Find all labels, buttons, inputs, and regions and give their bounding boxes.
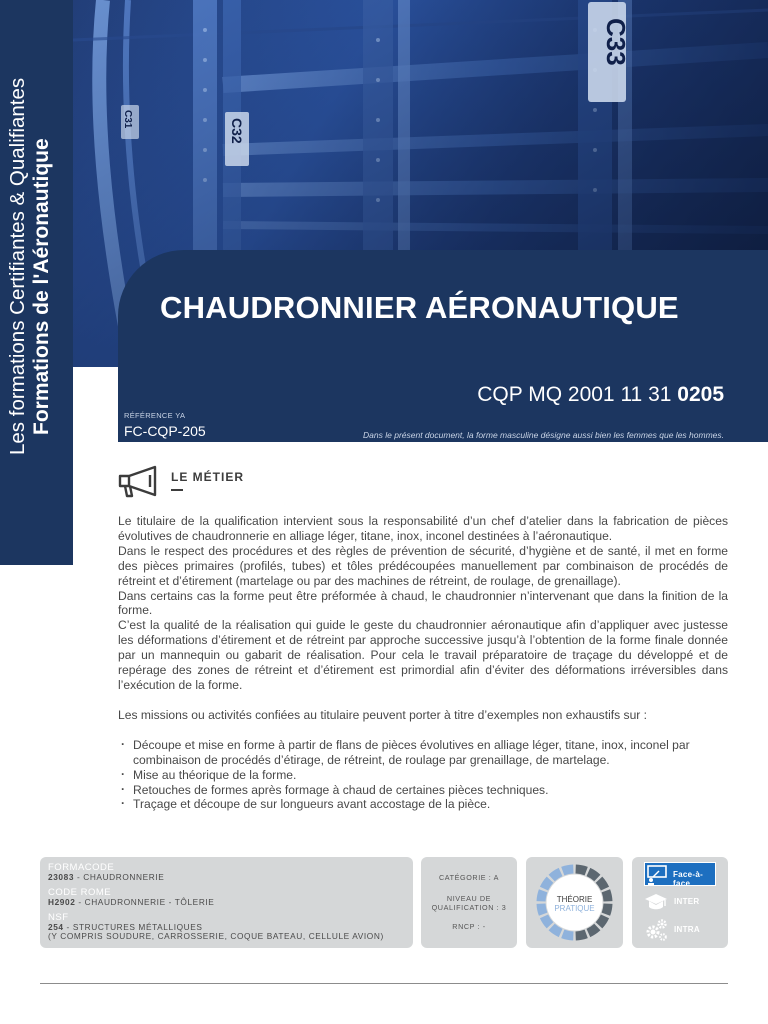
- missions-list: [118, 738, 728, 813]
- formacode-label: FORMACODE: [48, 862, 115, 873]
- ring-segment: [561, 865, 573, 876]
- qualification-level-line1: NIVEAU DE: [446, 894, 492, 903]
- label-c31: C31: [122, 110, 133, 129]
- reference-code: FC-CQP-205: [124, 423, 206, 439]
- classroom-icon: [645, 863, 669, 887]
- nsf-number: 254: [48, 922, 64, 932]
- list-item: · Traçage et découpe de sur longueurs avant accostage de la pièce.: [118, 797, 728, 812]
- metier-paragraph: Le titulaire de la qualification intervient sous la responsabilité d’un chef d’atelier dans la fabrication de pièces évolutives de chaudronnerie en alliage léger, titane, inox, inconel destinées à l’aéronautique.: [118, 514, 728, 543]
- theory-practice-ring: [526, 857, 623, 948]
- metier-paragraph: Dans le respect des procédures et des règles de prévention de sécurité, d’hygiène et de santé, il met en forme des pièces primaires (profilés, tubes) et tôles prédécoupées manuellement par combinaison de procédés de rétreint et d’étirement (martelage ou par des machines de rétreint, de roulage, de grenaillage).: [118, 543, 728, 588]
- ring-segment: [576, 930, 588, 941]
- megaphone-icon: [117, 464, 161, 498]
- label-c33: C33: [601, 18, 631, 66]
- metier-paragraph: Dans certains cas la forme peut être préformée à chaud, le chaudronnier n’intervenant que dans la finition de la forme.: [118, 588, 728, 618]
- theory-label: THÉORIE: [556, 895, 593, 904]
- cqp-code: [477, 383, 724, 407]
- training-mode-box: [632, 857, 728, 948]
- rome-label: CODE ROME: [48, 887, 112, 898]
- mode-label: Face-à-face: [673, 870, 704, 888]
- reference-label: RÉFÉRENCE YA: [124, 411, 186, 420]
- codes-box: [40, 857, 413, 948]
- formacode-number: 23083: [48, 872, 75, 882]
- mode-label: INTRA: [674, 925, 700, 934]
- list-item: · Mise au théorique de la forme.: [118, 768, 728, 783]
- mode-inter: [644, 890, 716, 914]
- side-title: [6, 78, 53, 455]
- side-title-line1: Les formations Certifiantes & Qualifiantes: [6, 77, 29, 455]
- ring-segment: [602, 904, 613, 916]
- section-title-metier: LE MÉTIER: [171, 470, 245, 484]
- rncp-text: RNCP : -: [452, 922, 486, 931]
- graduation-cap-icon: [644, 890, 668, 914]
- missions-intro: Les missions ou activités confiées au titulaire peuvent porter à titre d’exemples non exhaustifs sur :: [118, 707, 648, 722]
- practice-label: PRATIQUE: [554, 904, 595, 913]
- category-box: [421, 857, 517, 948]
- rome-number: H2902: [48, 897, 76, 907]
- qualification-level-line2: QUALIFICATION : 3: [431, 903, 507, 912]
- section-title-underline: [171, 489, 183, 491]
- ring-segment: [537, 904, 548, 916]
- ring-segment: [561, 930, 573, 941]
- cqp-prefix: CQP MQ 2001 11 31: [477, 383, 672, 406]
- ring-segment: [576, 865, 588, 876]
- nsf-value: [48, 923, 405, 941]
- mode-intra: [644, 918, 716, 942]
- title-banner: [118, 250, 768, 442]
- ring-segment: [537, 889, 548, 901]
- mode-face-a-face: [644, 862, 716, 886]
- mode-label: INTER: [674, 897, 700, 906]
- page-title: CHAUDRONNIER AÉRONAUTIQUE: [160, 290, 679, 325]
- side-title-line2: Formations de l'Aéronautique: [30, 138, 53, 435]
- theory-practice-box: [526, 857, 623, 948]
- formacode-value: [48, 873, 405, 882]
- ring-segment: [602, 889, 613, 901]
- metier-paragraph: C’est la qualité de la réalisation qui guide le geste du chaudronnier aéronautique afin d’appliquer avec justesse les déformations d’étirement et de rétreint par approche successive jusqu’à l’obtention de la forme finale donnée par un mannequin ou gabarit de réalisation. Pour cela le travail préparatoire de traçage du développé et de repérage des zones de rétreint et d’étirement est primordial afin d’éviter des déformations irréversibles dans l’exécution de la forme.: [118, 618, 728, 692]
- rome-text: - CHAUDRONNERIE - TÔLERIE: [75, 897, 215, 907]
- rome-value: [48, 898, 405, 907]
- list-item: · Découpe et mise en forme à partir de flans de pièces évolutives en alliage léger, titane, inox, inconel par combinaison de procédés d’étirage, de rétreint, de roulage par grenaillage, de martelage.: [118, 738, 728, 768]
- metier-body: [118, 514, 728, 812]
- formacode-text: - CHAUDRONNERIE: [74, 872, 165, 882]
- label-c32: C32: [229, 118, 245, 144]
- nsf-text: - STRUCTURES MÉTALLIQUES: [63, 922, 203, 932]
- nsf-text-detail: (Y COMPRIS SOUDURE, CARROSSERIE, COQUE BATEAU, CELLULE AVION): [48, 931, 384, 941]
- gears-icon: [644, 918, 668, 942]
- nsf-label: NSF: [48, 912, 69, 923]
- gender-notice: Dans le présent document, la forme masculine désigne aussi bien les femmes que les hommes.: [363, 430, 724, 440]
- cqp-bold: 0205: [677, 383, 724, 406]
- category-text: CATÉGORIE : A: [439, 873, 499, 882]
- paragraph-gap: [118, 693, 728, 708]
- footer-divider: [40, 983, 728, 984]
- list-item: · Retouches de formes après formage à chaud de certaines pièces techniques.: [118, 783, 728, 798]
